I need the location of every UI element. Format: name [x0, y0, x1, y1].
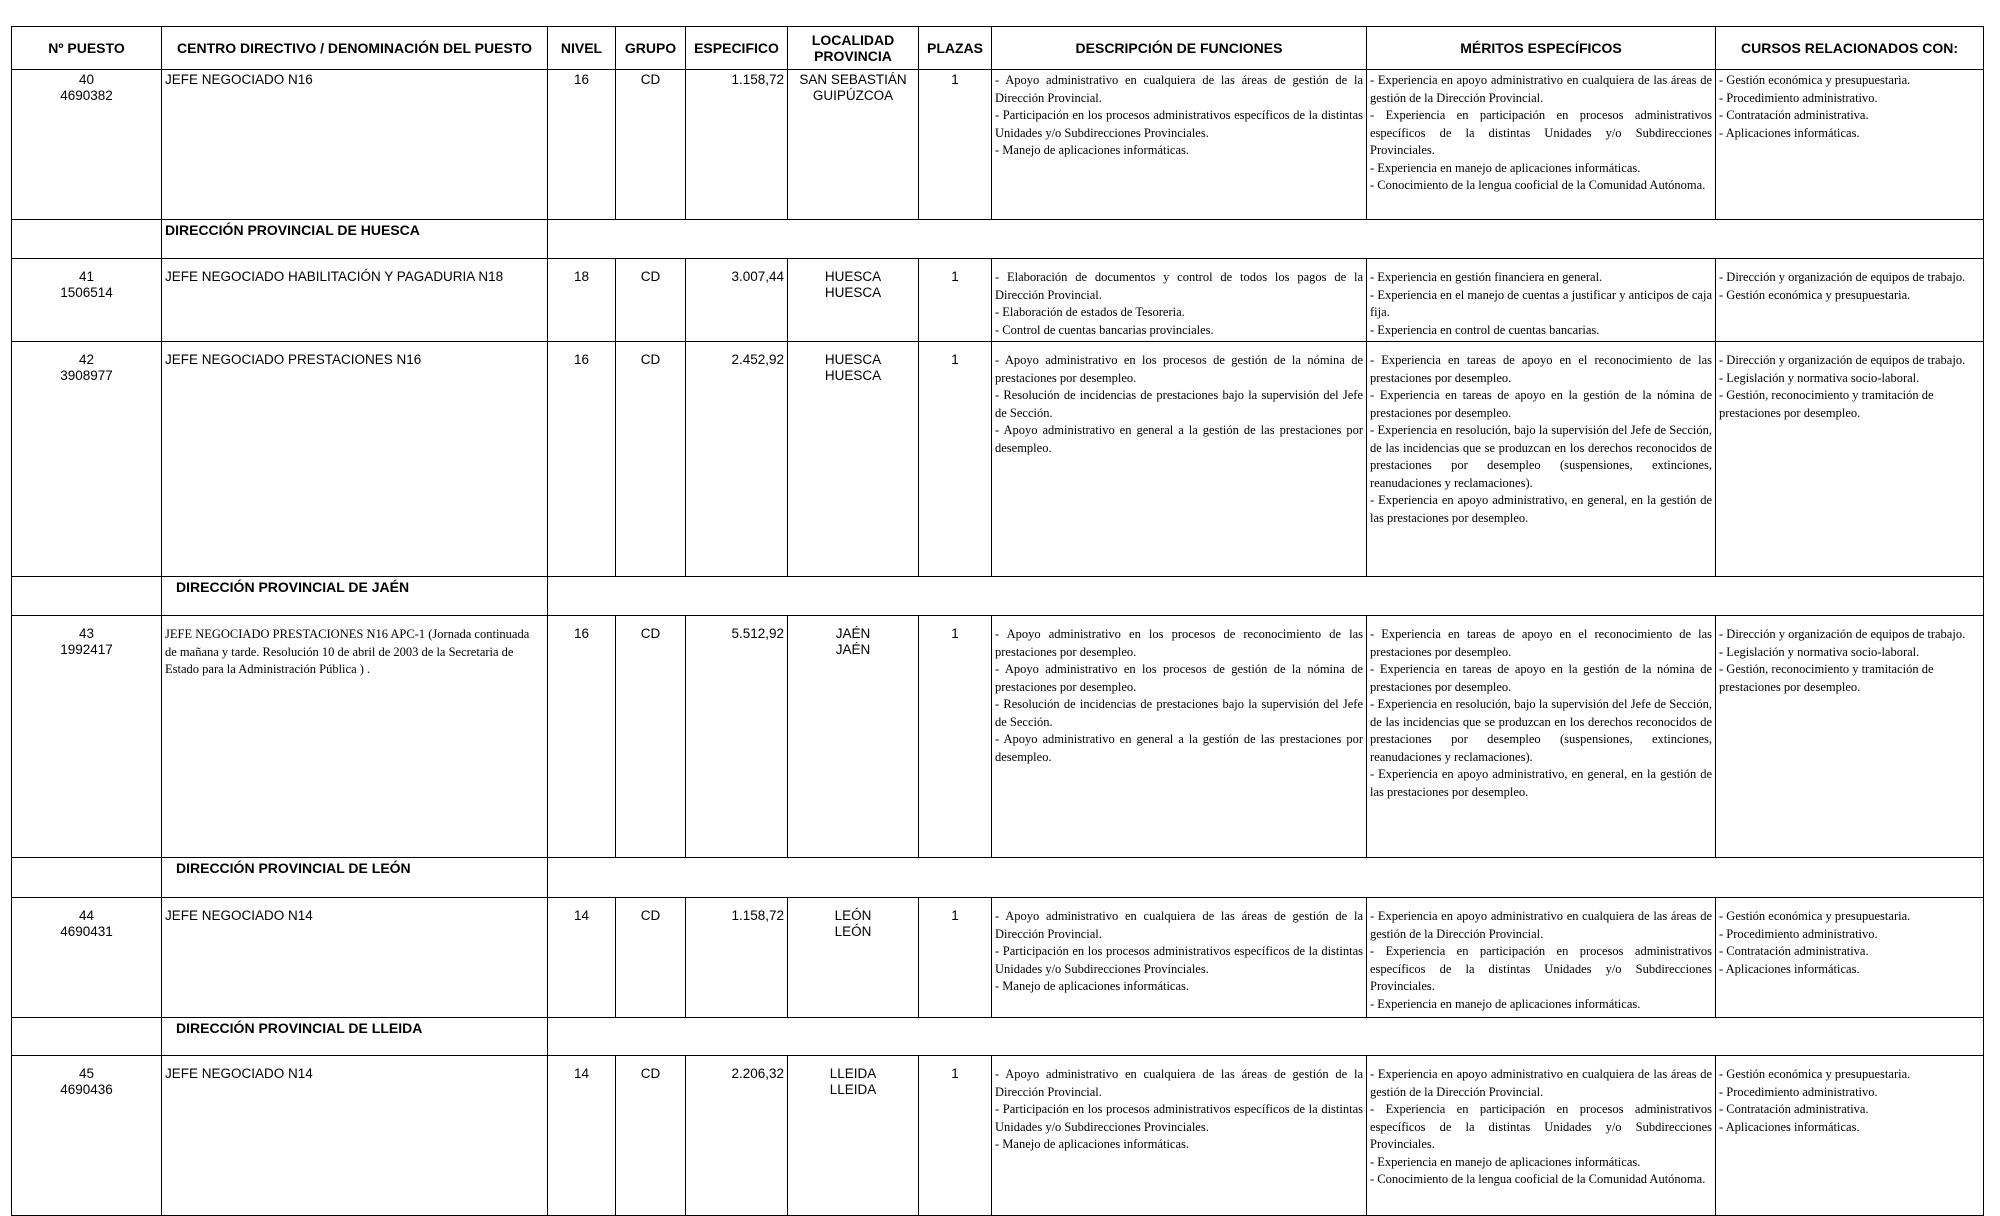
funcion-item: - Apoyo administrativo en general a la gestión de las prestaciones por desempleo. [995, 732, 1363, 764]
merito-item: - Experiencia en manejo de aplicaciones informáticas. [1370, 160, 1641, 175]
section-row [12, 1018, 1984, 1056]
puesto-code: 1506514 [60, 285, 113, 300]
merito-item: - Experiencia en tareas de apoyo en el reconocimiento de las prestaciones por desempleo. [1370, 627, 1712, 659]
curso-item: - Aplicaciones informáticas. [1719, 125, 1860, 140]
especifico-cell: 1.158,72 [686, 70, 788, 220]
header-meritos: MÉRITOS ESPECÍFICOS [1367, 27, 1716, 70]
puesto-number: 44 [78, 908, 95, 923]
puesto-cell [12, 616, 162, 858]
funcion-item: - Apoyo administrativo en los procesos de reconocimiento de las prestaciones por desempleo. [995, 627, 1363, 659]
header-cursos: CURSOS RELACIONADOS CON: [1716, 27, 1984, 70]
meritos-cell [1367, 259, 1716, 342]
cursos-cell [1716, 342, 1984, 577]
section-filler [548, 858, 1984, 898]
puesto-name: JEFE NEGOCIADO HABILITACIÓN Y PAGADURIA N18 [162, 259, 548, 342]
funcion-item: - Apoyo administrativo en cualquiera de las áreas de gestión de la Dirección Provincial. [995, 1067, 1363, 1099]
funcion-item: - Participación en los procesos administrativos específicos de la distintas Unidades y/o Subdirecciones Provinciales. [995, 1102, 1363, 1134]
nivel-cell: 14 [548, 898, 616, 1018]
header-localidad-line2: PROVINCIA [814, 48, 892, 64]
localidad-name: LEÓN [834, 908, 872, 923]
cursos-cell [1716, 898, 1984, 1018]
puesto-code: 4690431 [60, 924, 113, 939]
nivel-cell: 14 [548, 1056, 616, 1216]
nivel-cell: 16 [548, 342, 616, 577]
curso-item: - Gestión económica y presupuestaria. [1719, 73, 1911, 87]
merito-item: - Experiencia en control de cuentas bancarias. [1370, 322, 1600, 337]
localidad-cell [788, 342, 919, 577]
curso-item: - Procedimiento administrativo. [1719, 1084, 1878, 1099]
localidad-cell [788, 259, 919, 342]
puesto-name: JEFE NEGOCIADO PRESTACIONES N16 [162, 342, 548, 577]
header-localidad [788, 27, 919, 70]
localidad-name: SAN SEBASTIÁN [799, 72, 907, 87]
section-row [12, 858, 1984, 898]
puesto-number: 42 [78, 352, 95, 367]
puesto-number: 43 [78, 626, 95, 641]
merito-item: - Experiencia en participación en procesos administrativos específicos de la distintas Unidades y/o Subdirecciones Provinciales. [1370, 944, 1712, 993]
section-spacer [12, 577, 162, 616]
curso-item: - Gestión económica y presupuestaria. [1719, 287, 1911, 302]
merito-item: - Conocimiento de la lengua cooficial de la Comunidad Autónoma. [1370, 178, 1706, 192]
meritos-cell [1367, 342, 1716, 577]
grupo-cell: CD [616, 70, 686, 220]
merito-item: - Experiencia en manejo de aplicaciones informáticas. [1370, 1154, 1641, 1169]
funcion-item: - Resolución de incidencias de prestaciones bajo la supervisión del Jefe de Sección. [995, 697, 1363, 729]
cursos-cell [1716, 259, 1984, 342]
curso-item: - Dirección y organización de equipos de trabajo. [1719, 627, 1966, 641]
grupo-cell: CD [616, 616, 686, 858]
section-row [12, 577, 1984, 616]
provincia-name: JAÉN [835, 642, 871, 657]
funcion-item: - Elaboración de estados de Tesoreria. [995, 305, 1185, 319]
section-spacer [12, 1018, 162, 1056]
puesto-code: 3908977 [60, 368, 113, 383]
header-funciones: DESCRIPCIÓN DE FUNCIONES [992, 27, 1367, 70]
funcion-item: - Manejo de aplicaciones informáticas. [995, 1137, 1190, 1151]
funciones-cell [992, 342, 1367, 577]
table-row [12, 342, 1984, 577]
grupo-cell: CD [616, 1056, 686, 1216]
curso-item: - Legislación y normativa socio-laboral. [1719, 644, 1920, 659]
table-row [12, 1056, 1984, 1216]
funcion-item: - Participación en los procesos administrativos específicos de la distintas Unidades y/o Subdirecciones Provinciales. [995, 944, 1363, 976]
table-row [12, 898, 1984, 1018]
puesto-cell [12, 342, 162, 577]
funcion-item: - Control de cuentas bancarias provinciales. [995, 322, 1214, 337]
table-row [12, 616, 1984, 858]
header-especifico: ESPECIFICO [686, 27, 788, 70]
section-spacer [12, 858, 162, 898]
section-row [12, 220, 1984, 259]
header-localidad-line1: LOCALIDAD [811, 32, 895, 48]
puesto-number: 45 [78, 1066, 95, 1081]
curso-item: - Dirección y organización de equipos de trabajo. [1719, 270, 1966, 284]
table-row [12, 70, 1984, 220]
especifico-cell: 2.452,92 [686, 342, 788, 577]
cursos-cell [1716, 1056, 1984, 1216]
meritos-cell [1367, 1056, 1716, 1216]
plazas-cell: 1 [919, 70, 992, 220]
curso-item: - Aplicaciones informáticas. [1719, 1119, 1860, 1134]
plazas-cell: 1 [919, 898, 992, 1018]
meritos-cell [1367, 616, 1716, 858]
nivel-cell: 16 [548, 70, 616, 220]
merito-item: - Experiencia en participación en procesos administrativos específicos de la distintas Unidades y/o Subdirecciones Provinciales. [1370, 108, 1712, 157]
funcion-item: - Apoyo administrativo en cualquiera de las áreas de gestión de la Dirección Provincial. [995, 909, 1363, 941]
plazas-cell: 1 [919, 616, 992, 858]
funciones-cell [992, 898, 1367, 1018]
grupo-cell: CD [616, 259, 686, 342]
localidad-cell [788, 616, 919, 858]
especifico-cell: 1.158,72 [686, 898, 788, 1018]
localidad-cell [788, 1056, 919, 1216]
provincia-name: HUESCA [824, 368, 882, 383]
curso-item: - Dirección y organización de equipos de trabajo. [1719, 353, 1966, 367]
merito-item: - Experiencia en resolución, bajo la supervisión del Jefe de Sección, de las incidencias que se produzcan en los derechos reconocidos de prestaciones por desempleo (suspensiones, extinciones, reanudaciones y reclamaciones). [1370, 423, 1712, 490]
funciones-cell [992, 259, 1367, 342]
merito-item: - Experiencia en tareas de apoyo en el reconocimiento de las prestaciones por desempleo. [1370, 353, 1712, 385]
localidad-cell [788, 70, 919, 220]
merito-item: - Experiencia en manejo de aplicaciones informáticas. [1370, 996, 1641, 1011]
plazas-cell: 1 [919, 1056, 992, 1216]
puesto-cell [12, 1056, 162, 1216]
especifico-cell: 2.206,32 [686, 1056, 788, 1216]
header-puesto: Nº PUESTO [12, 27, 162, 70]
curso-item: - Gestión económica y presupuestaria. [1719, 1067, 1911, 1081]
puesto-number: 40 [78, 72, 95, 87]
section-title: DIRECCIÓN PROVINCIAL DE LEÓN [162, 858, 548, 898]
header-row [12, 27, 1984, 70]
grupo-cell: CD [616, 342, 686, 577]
header-nivel: NIVEL [548, 27, 616, 70]
table-row [12, 259, 1984, 342]
funcion-item: - Elaboración de documentos y control de todos los pagos de la Dirección Provincial. [995, 270, 1363, 302]
curso-item: - Gestión, reconocimiento y tramitación de prestaciones por desempleo. [1719, 662, 1934, 694]
puesto-name: JEFE NEGOCIADO PRESTACIONES N16 APC-1 (Jornada continuada de mañana y tarde. Resolución 10 de abril de 2003 de la Secretaria de Estado para la Administración Pública ) . [162, 616, 548, 858]
provincia-name: HUESCA [824, 285, 882, 300]
header-plazas: PLAZAS [919, 27, 992, 70]
puesto-cell [12, 259, 162, 342]
merito-item: - Experiencia en apoyo administrativo en cualquiera de las áreas de gestión de la Dirección Provincial. [1370, 909, 1712, 941]
funciones-cell [992, 70, 1367, 220]
funcion-item: - Resolución de incidencias de prestaciones bajo la supervisión del Jefe de Sección. [995, 388, 1363, 420]
localidad-cell [788, 898, 919, 1018]
nivel-cell: 16 [548, 616, 616, 858]
especifico-cell: 5.512,92 [686, 616, 788, 858]
provincia-name: GUIPÚZCOA [812, 88, 894, 103]
puesto-code: 4690382 [60, 88, 113, 103]
curso-item: - Procedimiento administrativo. [1719, 90, 1878, 105]
puesto-cell [12, 898, 162, 1018]
merito-item: - Experiencia en tareas de apoyo en la gestión de la nómina de prestaciones por desempleo. [1370, 388, 1712, 420]
curso-item: - Legislación y normativa socio-laboral. [1719, 370, 1920, 385]
curso-item: - Contratación administrativa. [1719, 944, 1869, 958]
funciones-cell [992, 1056, 1367, 1216]
grupo-cell: CD [616, 898, 686, 1018]
provincia-name: LLEIDA [829, 1082, 877, 1097]
puestos-table [11, 26, 1984, 1216]
funcion-item: - Participación en los procesos administrativos específicos de la distintas Unidades y/o Subdirecciones Provinciales. [995, 108, 1363, 140]
funcion-item: - Apoyo administrativo en general a la gestión de las prestaciones por desempleo. [995, 423, 1363, 455]
localidad-name: HUESCA [824, 352, 882, 367]
puesto-name: JEFE NEGOCIADO N16 [162, 70, 548, 220]
puesto-code: 1992417 [60, 642, 113, 657]
provincia-name: LEÓN [834, 924, 872, 939]
section-spacer [12, 220, 162, 259]
curso-item: - Contratación administrativa. [1719, 108, 1869, 122]
puesto-number: 41 [78, 269, 95, 284]
section-title: DIRECCIÓN PROVINCIAL DE HUESCA [162, 220, 548, 259]
merito-item: - Experiencia en resolución, bajo la supervisión del Jefe de Sección, de las incidencias que se produzcan en los derechos reconocidos de prestaciones por desempleo (suspensiones, extinciones, reanudaciones y reclamaciones). [1370, 697, 1712, 764]
plazas-cell: 1 [919, 342, 992, 577]
section-filler [548, 577, 1984, 616]
merito-item: - Experiencia en apoyo administrativo, en general, en la gestión de las prestaciones por desempleo. [1370, 767, 1712, 799]
merito-item: - Conocimiento de la lengua cooficial de la Comunidad Autónoma. [1370, 1172, 1706, 1186]
plazas-cell: 1 [919, 259, 992, 342]
meritos-cell [1367, 70, 1716, 220]
funcion-item: - Apoyo administrativo en los procesos de gestión de la nómina de prestaciones por desempleo. [995, 662, 1363, 694]
merito-item: - Experiencia en el manejo de cuentas a justificar y anticipos de caja fija. [1370, 287, 1712, 319]
funcion-item: - Manejo de aplicaciones informáticas. [995, 143, 1190, 157]
cursos-cell [1716, 70, 1984, 220]
curso-item: - Procedimiento administrativo. [1719, 926, 1878, 941]
funcion-item: - Apoyo administrativo en los procesos de gestión de la nómina de prestaciones por desempleo. [995, 353, 1363, 385]
section-title: DIRECCIÓN PROVINCIAL DE JAÉN [162, 577, 548, 616]
meritos-cell [1367, 898, 1716, 1018]
curso-item: - Gestión económica y presupuestaria. [1719, 909, 1911, 923]
localidad-name: JAÉN [835, 626, 871, 641]
curso-item: - Gestión, reconocimiento y tramitación de prestaciones por desempleo. [1719, 388, 1934, 420]
merito-item: - Experiencia en tareas de apoyo en la gestión de la nómina de prestaciones por desempleo. [1370, 662, 1712, 694]
merito-item: - Experiencia en gestión financiera en general. [1370, 270, 1603, 284]
merito-item: - Experiencia en apoyo administrativo, en general, en la gestión de las prestaciones por desempleo. [1370, 493, 1712, 525]
puesto-code: 4690436 [60, 1082, 113, 1097]
curso-item: - Aplicaciones informáticas. [1719, 961, 1860, 976]
table-body [12, 70, 1984, 1216]
puesto-name: JEFE NEGOCIADO N14 [162, 1056, 548, 1216]
header-centro: CENTRO DIRECTIVO / DENOMINACIÓN DEL PUESTO [162, 27, 548, 70]
section-title: DIRECCIÓN PROVINCIAL DE LLEIDA [162, 1018, 548, 1056]
merito-item: - Experiencia en apoyo administrativo en cualquiera de las áreas de gestión de la Dirección Provincial. [1370, 73, 1712, 105]
funciones-cell [992, 616, 1367, 858]
localidad-name: HUESCA [824, 269, 882, 284]
funcion-item: - Manejo de aplicaciones informáticas. [995, 979, 1190, 993]
localidad-name: LLEIDA [829, 1066, 877, 1081]
nivel-cell: 18 [548, 259, 616, 342]
section-filler [548, 220, 1984, 259]
merito-item: - Experiencia en apoyo administrativo en cualquiera de las áreas de gestión de la Dirección Provincial. [1370, 1067, 1712, 1099]
header-grupo: GRUPO [616, 27, 686, 70]
funcion-item: - Apoyo administrativo en cualquiera de las áreas de gestión de la Dirección Provincial. [995, 73, 1363, 105]
curso-item: - Contratación administrativa. [1719, 1102, 1869, 1116]
cursos-cell [1716, 616, 1984, 858]
especifico-cell: 3.007,44 [686, 259, 788, 342]
puesto-name: JEFE NEGOCIADO N14 [162, 898, 548, 1018]
section-filler [548, 1018, 1984, 1056]
puesto-cell [12, 70, 162, 220]
merito-item: - Experiencia en participación en procesos administrativos específicos de la distintas Unidades y/o Subdirecciones Provinciales. [1370, 1102, 1712, 1151]
